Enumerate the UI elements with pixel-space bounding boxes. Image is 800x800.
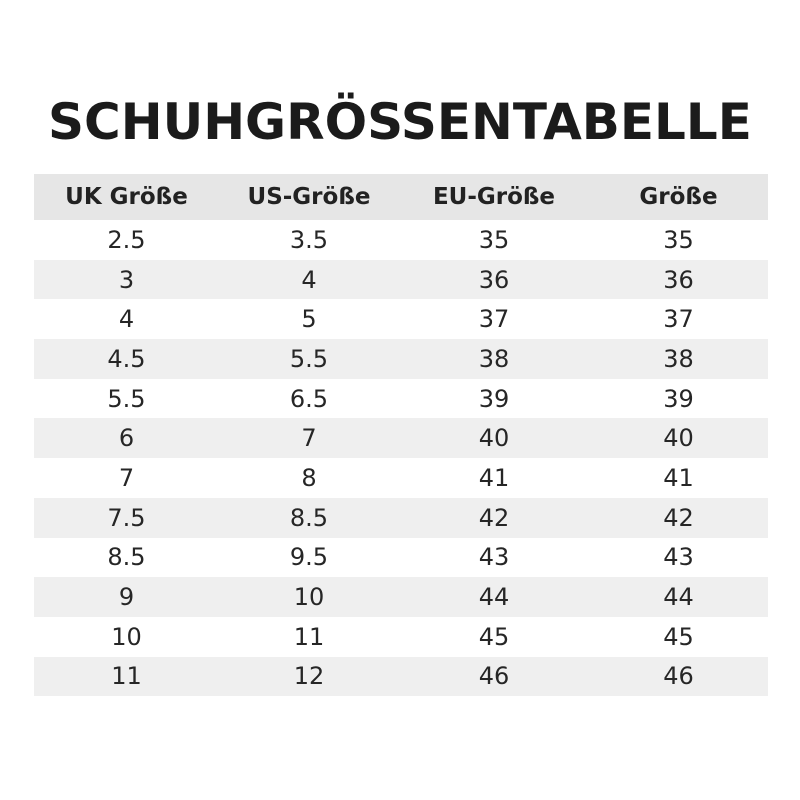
size-cell: 45 bbox=[589, 617, 768, 657]
us-size-cell: 10 bbox=[219, 577, 399, 617]
header-uk-size: UK Größe bbox=[34, 174, 219, 220]
table-row bbox=[34, 379, 768, 419]
eu-size-cell: 41 bbox=[399, 458, 589, 498]
us-size-cell: 7 bbox=[219, 418, 399, 458]
table-row bbox=[34, 260, 768, 300]
us-size-cell: 6.5 bbox=[219, 379, 399, 419]
us-size-cell: 3.5 bbox=[219, 220, 399, 260]
us-size-cell: 5.5 bbox=[219, 339, 399, 379]
us-size-cell: 12 bbox=[219, 657, 399, 697]
header-eu-size: EU-Größe bbox=[399, 174, 589, 220]
us-size-cell: 5 bbox=[219, 299, 399, 339]
uk-size-cell: 4 bbox=[34, 299, 219, 339]
table-row bbox=[34, 538, 768, 578]
eu-size-cell: 36 bbox=[399, 260, 589, 300]
size-cell: 40 bbox=[589, 418, 768, 458]
eu-size-cell: 42 bbox=[399, 498, 589, 538]
table-row bbox=[34, 220, 768, 260]
size-cell: 46 bbox=[589, 657, 768, 697]
table-row bbox=[34, 418, 768, 458]
size-cell: 38 bbox=[589, 339, 768, 379]
uk-size-cell: 10 bbox=[34, 617, 219, 657]
eu-size-cell: 35 bbox=[399, 220, 589, 260]
uk-size-cell: 6 bbox=[34, 418, 219, 458]
table-row bbox=[34, 657, 768, 697]
table-body bbox=[34, 220, 768, 696]
table-row bbox=[34, 458, 768, 498]
eu-size-cell: 44 bbox=[399, 577, 589, 617]
size-cell: 39 bbox=[589, 379, 768, 419]
size-cell: 37 bbox=[589, 299, 768, 339]
table-row bbox=[34, 617, 768, 657]
size-cell: 44 bbox=[589, 577, 768, 617]
eu-size-cell: 45 bbox=[399, 617, 589, 657]
uk-size-cell: 4.5 bbox=[34, 339, 219, 379]
uk-size-cell: 7 bbox=[34, 458, 219, 498]
page-title: SCHUHGRÖSSENTABELLE bbox=[48, 93, 752, 151]
us-size-cell: 11 bbox=[219, 617, 399, 657]
us-size-cell: 9.5 bbox=[219, 538, 399, 578]
uk-size-cell: 3 bbox=[34, 260, 219, 300]
uk-size-cell: 11 bbox=[34, 657, 219, 697]
header-size: Größe bbox=[589, 174, 768, 220]
uk-size-cell: 9 bbox=[34, 577, 219, 617]
uk-size-cell: 7.5 bbox=[34, 498, 219, 538]
eu-size-cell: 38 bbox=[399, 339, 589, 379]
size-chart-table bbox=[34, 174, 768, 696]
size-cell: 43 bbox=[589, 538, 768, 578]
eu-size-cell: 39 bbox=[399, 379, 589, 419]
eu-size-cell: 46 bbox=[399, 657, 589, 697]
uk-size-cell: 2.5 bbox=[34, 220, 219, 260]
size-cell: 41 bbox=[589, 458, 768, 498]
eu-size-cell: 43 bbox=[399, 538, 589, 578]
table-header-row bbox=[34, 174, 768, 220]
size-cell: 42 bbox=[589, 498, 768, 538]
table-row bbox=[34, 577, 768, 617]
table-row bbox=[34, 498, 768, 538]
us-size-cell: 8.5 bbox=[219, 498, 399, 538]
eu-size-cell: 40 bbox=[399, 418, 589, 458]
table-row bbox=[34, 339, 768, 379]
header-us-size: US-Größe bbox=[219, 174, 399, 220]
uk-size-cell: 8.5 bbox=[34, 538, 219, 578]
us-size-cell: 4 bbox=[219, 260, 399, 300]
size-cell: 35 bbox=[589, 220, 768, 260]
eu-size-cell: 37 bbox=[399, 299, 589, 339]
size-cell: 36 bbox=[589, 260, 768, 300]
table-row bbox=[34, 299, 768, 339]
us-size-cell: 8 bbox=[219, 458, 399, 498]
uk-size-cell: 5.5 bbox=[34, 379, 219, 419]
